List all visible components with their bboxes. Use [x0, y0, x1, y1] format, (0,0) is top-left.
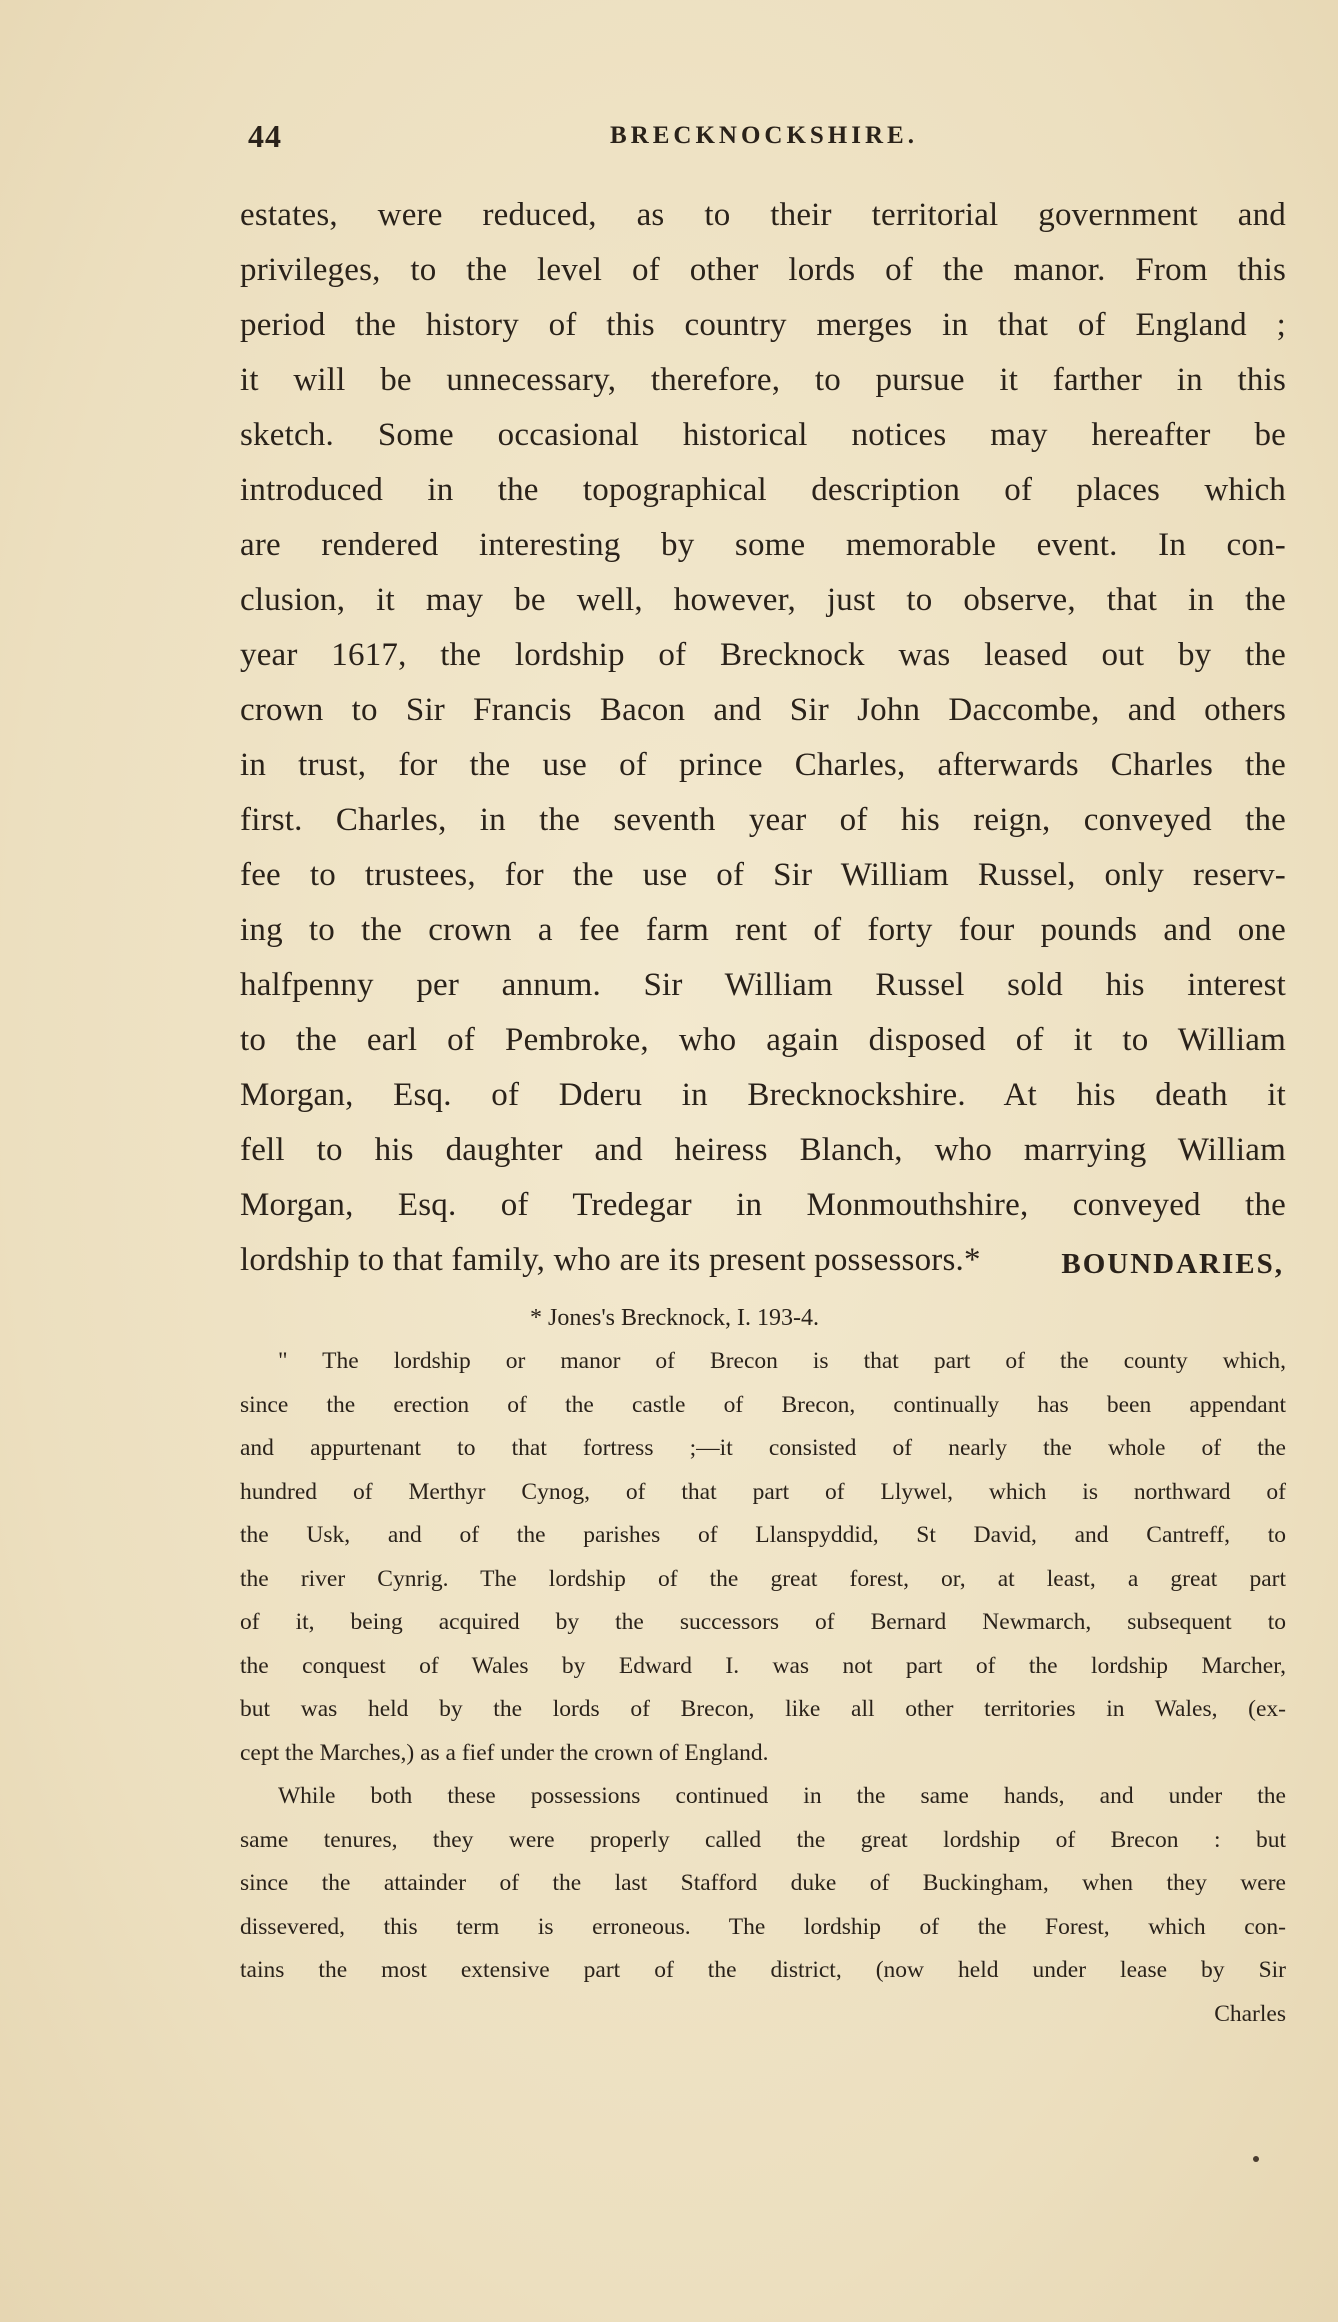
- text-line: year 1617, the lordship of Brecknock was leased out by the: [240, 637, 1286, 673]
- footnote-line: the river Cynrig. The lordship of the great forest, or, at least, a great part: [240, 1565, 1286, 1592]
- footnote-line: but was held by the lords of Brecon, like all other territories in Wales, (ex-: [240, 1696, 1286, 1722]
- text-line: introduced in the topographical description of places which: [240, 472, 1286, 508]
- footnote-line: the conquest of Wales by Edward I. was not part of the lordship Marcher,: [240, 1652, 1286, 1679]
- text-line: lordship to that family, who are its present possessors.*: [240, 1242, 981, 1278]
- footnote-reference: * Jones's Brecknock, I. 193-4.: [530, 1305, 819, 1331]
- text-line: in trust, for the use of prince Charles, afterwards Charles the: [240, 747, 1286, 783]
- text-line: halfpenny per annum. Sir William Russel sold his interest: [240, 967, 1286, 1003]
- footnote-line: Charles: [1214, 2000, 1286, 2027]
- text-line: Morgan, Esq. of Dderu in Brecknockshire. At his death it: [240, 1077, 1286, 1113]
- footnote-line: since the erection of the castle of Brecon, continually has been appendant: [240, 1391, 1286, 1418]
- footnote-line: " The lordship or manor of Brecon is that part of the county which,: [278, 1348, 1286, 1374]
- text-line: fell to his daughter and heiress Blanch, who marrying William: [240, 1132, 1286, 1168]
- footnote: [240, 1296, 1286, 2036]
- page-number: 44: [248, 118, 282, 154]
- running-title: BRECKNOCKSHIRE.: [610, 122, 918, 149]
- text-line: first. Charles, in the seventh year of his reign, conveyed the: [240, 802, 1286, 838]
- text-line: crown to Sir Francis Bacon and Sir John Daccombe, and others: [240, 692, 1286, 728]
- footnote-line: While both these possessions continued in the same hands, and under the: [278, 1783, 1286, 1809]
- text-line: privileges, to the level of other lords of the manor. From this: [240, 252, 1286, 288]
- text-line: Morgan, Esq. of Tredegar in Monmouthshire, conveyed the: [240, 1187, 1286, 1223]
- footnote-line: of it, being acquired by the successors of Bernard Newmarch, subsequent to: [240, 1609, 1286, 1635]
- catchword: BOUNDARIES,: [1061, 1248, 1284, 1280]
- footnote-line: same tenures, they were properly called the great lordship of Brecon : but: [240, 1826, 1286, 1853]
- footnote-line: since the attainder of the last Stafford duke of Buckingham, when they were: [240, 1870, 1286, 1896]
- page-header: [240, 118, 1120, 158]
- text-line: estates, were reduced, as to their territorial government and: [240, 197, 1286, 233]
- text-line: fee to trustees, for the use of Sir William Russel, only reserv-: [240, 857, 1286, 893]
- text-line: sketch. Some occasional historical notices may hereafter be: [240, 417, 1286, 453]
- text-line: clusion, it may be well, however, just to observe, that in the: [240, 582, 1286, 618]
- text-line: it will be unnecessary, therefore, to pursue it farther in this: [240, 362, 1286, 398]
- text-line: to the earl of Pembroke, who again disposed of it to William: [240, 1022, 1286, 1058]
- footnote-line: tains the most extensive part of the district, (now held under lease by Sir: [240, 1957, 1286, 1983]
- main-text: [240, 188, 1286, 1288]
- footnote-line: hundred of Merthyr Cynog, of that part of Llywel, which is northward of: [240, 1478, 1286, 1505]
- ink-speck: [1253, 2156, 1259, 2162]
- text-line: period the history of this country merges in that of England ;: [240, 307, 1286, 343]
- footnote-line: dissevered, this term is erroneous. The lordship of the Forest, which con-: [240, 1913, 1286, 1940]
- footnote-line: cept the Marches,) as a fief under the crown of England.: [240, 1739, 769, 1766]
- text-line: are rendered interesting by some memorable event. In con-: [240, 527, 1286, 563]
- footnote-line: and appurtenant to that fortress ;—it consisted of nearly the whole of the: [240, 1435, 1286, 1461]
- footnote-line: the Usk, and of the parishes of Llanspyddid, St David, and Cantreff, to: [240, 1522, 1286, 1548]
- text-line: ing to the crown a fee farm rent of forty four pounds and one: [240, 912, 1286, 948]
